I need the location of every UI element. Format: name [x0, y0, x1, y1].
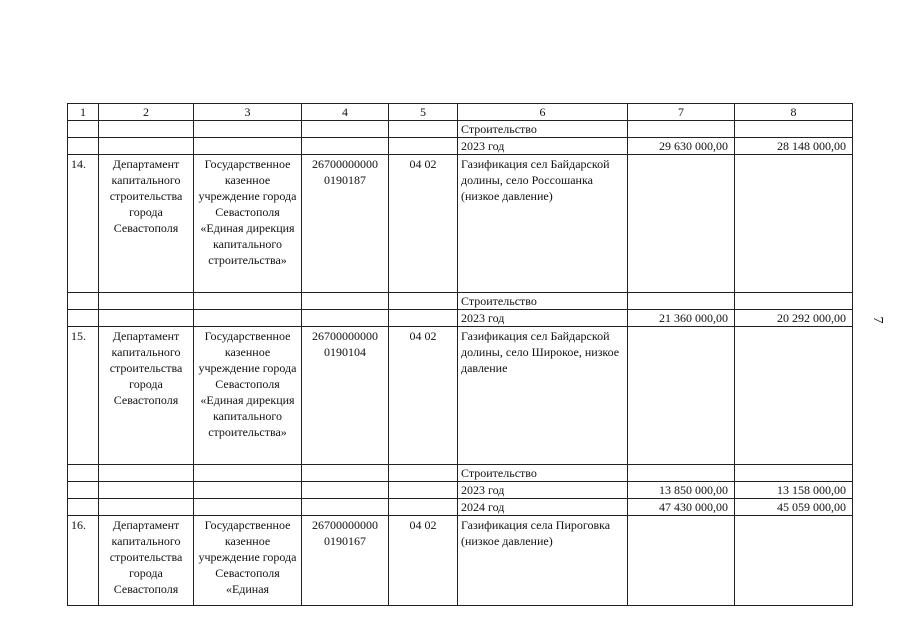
- section-cell: 04 02: [389, 516, 458, 606]
- row-number: 14.: [68, 155, 99, 293]
- project-name-cell: Газификация сел Байдарской долины, село Широкое, низкое давление: [458, 327, 628, 465]
- header-cell: 6: [458, 104, 628, 121]
- code-cell: 26700000000 0190104: [302, 327, 389, 465]
- department-cell: Департамент капитального строительства города Севастополя: [99, 516, 194, 606]
- table-row: [68, 516, 853, 606]
- amount-cell: 13 850 000,00: [628, 482, 735, 499]
- organization-cell: Государственное казенное учреждение города Севастополя «Единая: [194, 516, 302, 606]
- work-type-cell: Строительство: [458, 293, 628, 310]
- amount-cell: 29 630 000,00: [628, 138, 735, 155]
- project-name-cell: Газификация села Пироговка (низкое давление): [458, 516, 628, 606]
- table-row: [68, 310, 853, 327]
- department-cell: Департамент капитального строительства города Севастополя: [99, 327, 194, 465]
- amount-cell: 13 158 000,00: [735, 482, 853, 499]
- year-cell: 2023 год: [458, 482, 628, 499]
- table-row: [68, 499, 853, 516]
- header-cell: 3: [194, 104, 302, 121]
- row-number: 16.: [68, 516, 99, 606]
- table-row: [68, 327, 853, 465]
- amount-cell: 21 360 000,00: [628, 310, 735, 327]
- table-row: [68, 293, 853, 310]
- code-cell: 26700000000 0190167: [302, 516, 389, 606]
- header-cell: 8: [735, 104, 853, 121]
- organization-cell: Государственное казенное учреждение города Севастополя «Единая дирекция капитального строительства»: [194, 155, 302, 293]
- section-cell: 04 02: [389, 155, 458, 293]
- work-type-cell: Строительство: [458, 121, 628, 138]
- table-row: [68, 138, 853, 155]
- project-name-cell: Газификация сел Байдарской долины, село Россошанка (низкое давление): [458, 155, 628, 293]
- header-row: [68, 104, 853, 121]
- header-cell: 5: [389, 104, 458, 121]
- header-cell: 1: [68, 104, 99, 121]
- row-number: 15.: [68, 327, 99, 465]
- work-type-cell: Строительство: [458, 465, 628, 482]
- code-cell: 26700000000 0190187: [302, 155, 389, 293]
- header-cell: 7: [628, 104, 735, 121]
- header-cell: 4: [302, 104, 389, 121]
- year-cell: 2023 год: [458, 310, 628, 327]
- table-row: [68, 465, 853, 482]
- department-cell: Департамент капитального строительства города Севастополя: [99, 155, 194, 293]
- year-cell: 2023 год: [458, 138, 628, 155]
- header-cell: 2: [99, 104, 194, 121]
- amount-cell: 47 430 000,00: [628, 499, 735, 516]
- table-row: [68, 482, 853, 499]
- amount-cell: 20 292 000,00: [735, 310, 853, 327]
- table-row: [68, 155, 853, 293]
- page-number: 7: [870, 316, 885, 324]
- budget-table: [67, 103, 853, 606]
- year-cell: 2024 год: [458, 499, 628, 516]
- section-cell: 04 02: [389, 327, 458, 465]
- table-row: [68, 121, 853, 138]
- amount-cell: 28 148 000,00: [735, 138, 853, 155]
- organization-cell: Государственное казенное учреждение города Севастополя «Единая дирекция капитального строительства»: [194, 327, 302, 465]
- amount-cell: 45 059 000,00: [735, 499, 853, 516]
